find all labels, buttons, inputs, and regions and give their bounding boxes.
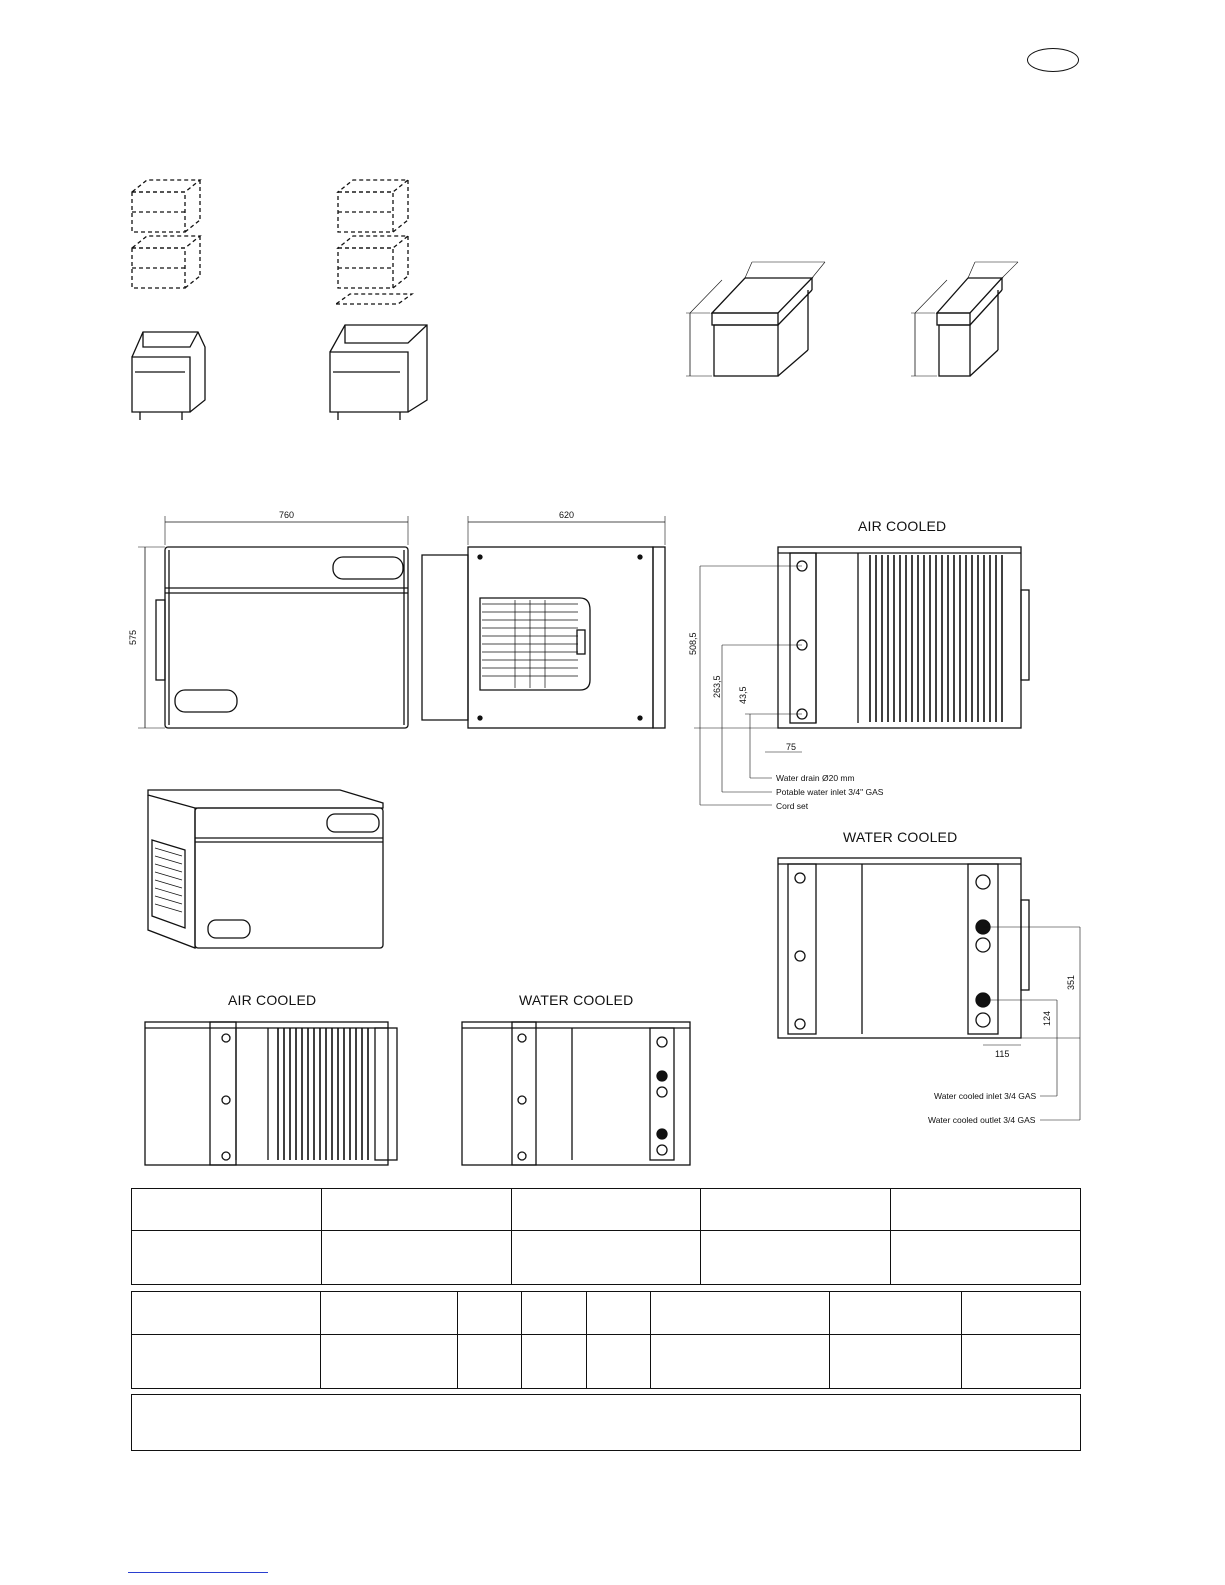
side-view-drawing bbox=[422, 516, 665, 728]
perspective-view-drawing bbox=[148, 790, 383, 948]
note-water-cooled-outlet: Water cooled outlet 3/4 GAS bbox=[928, 1115, 1036, 1125]
stacked-unit-icon-right bbox=[336, 180, 412, 304]
ice-bin-icon-right bbox=[330, 325, 427, 420]
table-cell bbox=[830, 1335, 962, 1389]
table-cell bbox=[321, 1335, 458, 1389]
note-potable-inlet: Potable water inlet 3/4" GAS bbox=[776, 787, 884, 797]
spec-table-1 bbox=[131, 1188, 1081, 1285]
note-cord-set: Cord set bbox=[776, 801, 809, 811]
table-cell bbox=[511, 1231, 701, 1285]
table-cell bbox=[457, 1292, 521, 1335]
front-height-dim: 575 bbox=[128, 629, 138, 645]
rear-water-title: WATER COOLED bbox=[843, 829, 958, 845]
bottom-air-cooled-drawing bbox=[145, 1022, 397, 1165]
note-water-drain: Water drain Ø20 mm bbox=[776, 773, 855, 783]
front-width-dim: 760 bbox=[279, 510, 295, 520]
table-cell bbox=[701, 1231, 891, 1285]
spec-table-2 bbox=[131, 1291, 1081, 1389]
rear-air-dim-h1: 508,5 bbox=[688, 632, 698, 655]
bottom-water-cooled-drawing bbox=[462, 1022, 690, 1165]
spec-table-3 bbox=[131, 1394, 1081, 1451]
table-cell bbox=[132, 1231, 322, 1285]
bottom-air-title: AIR COOLED bbox=[228, 992, 317, 1008]
storage-box-icon-1 bbox=[686, 262, 825, 376]
rear-water-cooled-drawing bbox=[778, 858, 1080, 1120]
front-view-drawing bbox=[138, 516, 408, 728]
rear-water-dim-h2: 124 bbox=[1042, 1010, 1052, 1026]
table-cell bbox=[962, 1292, 1081, 1335]
table-cell bbox=[830, 1292, 962, 1335]
table-cell bbox=[651, 1292, 830, 1335]
table-cell bbox=[132, 1395, 1081, 1451]
rear-water-dim-h1: 351 bbox=[1066, 974, 1076, 990]
table-cell bbox=[891, 1231, 1081, 1285]
rear-water-dim-w1: 115 bbox=[995, 1049, 1010, 1059]
side-width-dim: 620 bbox=[559, 510, 575, 520]
table-cell bbox=[321, 1292, 458, 1335]
table-cell bbox=[522, 1335, 586, 1389]
rear-air-title: AIR COOLED bbox=[858, 518, 947, 534]
storage-box-icon-2 bbox=[911, 262, 1018, 376]
table-cell bbox=[511, 1189, 701, 1231]
table-cell bbox=[701, 1189, 891, 1231]
table-cell bbox=[132, 1335, 321, 1389]
table-cell bbox=[132, 1189, 322, 1231]
ice-bin-icon-left bbox=[132, 332, 205, 420]
table-cell bbox=[586, 1292, 650, 1335]
rear-air-dim-h3: 43,5 bbox=[738, 686, 748, 704]
table-cell bbox=[962, 1335, 1081, 1389]
table-cell bbox=[891, 1189, 1081, 1231]
table-cell bbox=[132, 1292, 321, 1335]
note-water-cooled-inlet: Water cooled inlet 3/4 GAS bbox=[934, 1091, 1037, 1101]
rear-air-dim-w1: 75 bbox=[786, 742, 797, 752]
rear-air-cooled-drawing bbox=[694, 547, 1029, 805]
table-cell bbox=[321, 1231, 511, 1285]
table-cell bbox=[651, 1335, 830, 1389]
rear-air-dim-h2: 263,5 bbox=[712, 675, 722, 698]
table-cell bbox=[522, 1292, 586, 1335]
stacked-unit-icon-left bbox=[132, 180, 200, 288]
table-cell bbox=[457, 1335, 521, 1389]
table-cell bbox=[321, 1189, 511, 1231]
footer-link-underline[interactable] bbox=[128, 1572, 268, 1573]
bottom-water-title: WATER COOLED bbox=[519, 992, 634, 1008]
table-cell bbox=[586, 1335, 650, 1389]
